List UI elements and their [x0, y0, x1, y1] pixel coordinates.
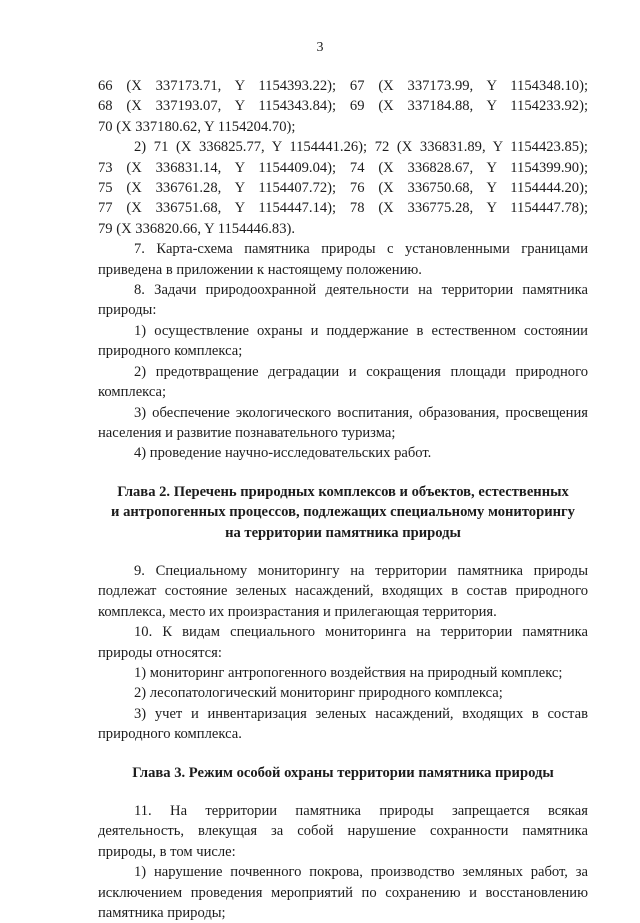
list-item-cont: комплекса; [98, 384, 167, 401]
paragraph-11-cont: природы, в том числе: [98, 843, 236, 860]
paragraph-10-cont: природы относятся: [98, 644, 222, 661]
paragraph-8: 8. Задачи природоохранной деятельности на территории памятника [134, 282, 588, 299]
list-item-cont: природного комплекса. [98, 726, 242, 743]
list-item-cont: памятника природы; [98, 905, 226, 922]
chapter-2-heading: на территории памятника природы [225, 524, 461, 541]
list-item: 2) лесопатологический мониторинг природного комплекса; [134, 685, 503, 702]
paragraph-8-cont: природы: [98, 302, 157, 319]
list-item-cont: населения и развитие познавательного туризма; [98, 424, 396, 441]
document-body [98, 76, 588, 923]
chapter-2-heading: и антропогенных процессов, подлежащих специальному мониторингу [111, 504, 575, 521]
list-item-cont: природного комплекса; [98, 343, 243, 360]
coords-line: 70 (X 337180.62, Y 1154204.70); [98, 118, 296, 135]
list-item-cont: исключением проведения мероприятий по сохранению и восстановлению [98, 884, 588, 901]
coords-line: 79 (X 336820.66, Y 1154446.83). [98, 220, 296, 237]
page-number: 3 [316, 40, 324, 55]
list-item: 3) обеспечение экологического воспитания, образования, просвещения [134, 404, 588, 421]
chapter-3-heading: Глава 3. Режим особой охраны территории памятника природы [132, 764, 554, 781]
paragraph-11-cont: деятельность, влекущая за собой нарушение сохранности памятника [98, 823, 588, 840]
paragraph-10: 10. К видам специального мониторинга на территории памятника [134, 624, 588, 641]
list-item: 2) предотвращение деградации и сокращения площади природного [134, 363, 588, 380]
list-item: 1) мониторинг антропогенного воздействия на природный комплекс; [134, 664, 563, 681]
list-item: 4) проведение научно-исследовательских работ. [134, 445, 432, 462]
coords-line: 75 (X 336761.28, Y 1154407.72); 76 (X 336750.68, Y 1154444.20); [98, 180, 588, 197]
list-item: 3) учет и инвентаризация зеленых насаждений, входящих в состав [134, 705, 588, 722]
paragraph-7-cont: приведена в приложении к настоящему положению. [98, 261, 422, 278]
paragraph-9-cont: подлежат состояние зеленых насаждений, входящих в состав природного [98, 583, 588, 600]
paragraph-7: 7. Карта-схема памятника природы с установленными границами [134, 241, 588, 258]
coords-line: 2) 71 (X 336825.77, Y 1154441.26); 72 (X 336831.89, Y 1154423.85); [134, 139, 588, 156]
coords-line: 68 (X 337193.07, Y 1154343.84); 69 (X 337184.88, Y 1154233.92); [98, 98, 588, 115]
chapter-2-heading: Глава 2. Перечень природных комплексов и объектов, естественных [117, 483, 569, 500]
list-item: 1) нарушение почвенного покрова, производство земляных работ, за [134, 864, 588, 881]
coords-line: 66 (X 337173.71, Y 1154393.22); 67 (X 337173.99, Y 1154348.10); [98, 78, 588, 94]
paragraph-9: 9. Специальному мониторингу на территории памятника природы [134, 562, 588, 579]
list-item: 1) осуществление охраны и поддержание в естественном состоянии [134, 322, 588, 339]
coords-line: 73 (X 336831.14, Y 1154409.04); 74 (X 336828.67, Y 1154399.90); [98, 159, 588, 176]
paragraph-9-cont: комплекса, место их произрастания и прилегающая территория. [98, 603, 497, 620]
coords-line: 77 (X 336751.68, Y 1154447.14); 78 (X 336775.28, Y 1154447.78); [98, 200, 588, 217]
paragraph-11: 11. На территории памятника природы запрещается всякая [134, 803, 588, 819]
